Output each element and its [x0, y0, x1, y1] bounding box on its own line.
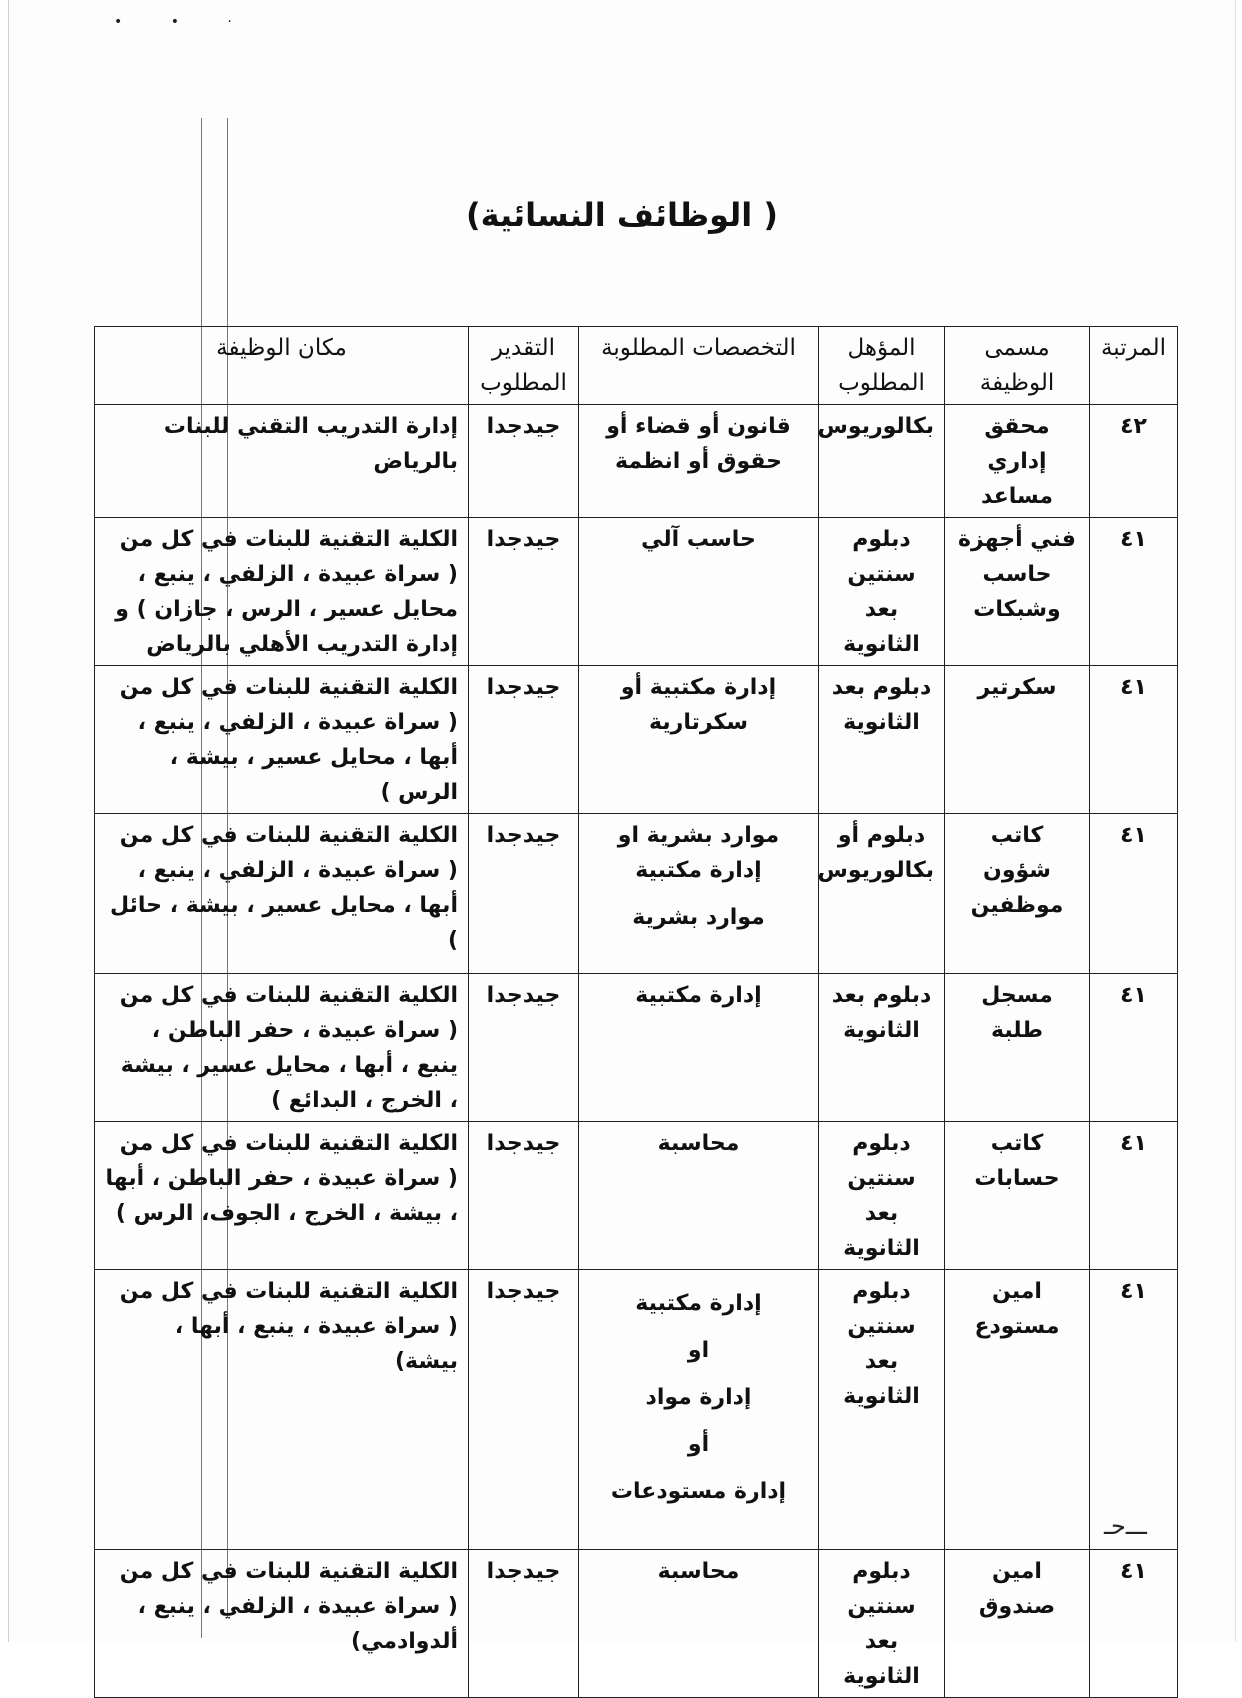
cell-rank: ٤١: [1090, 518, 1178, 666]
cell-title: سكرتير: [945, 666, 1090, 814]
document-page: [8, 0, 1236, 1689]
cell-rank: ٤١: [1090, 1122, 1178, 1270]
cell-specializations: [579, 1122, 819, 1270]
specialization: حاسب آلي: [641, 527, 756, 552]
table-row: [95, 405, 1178, 518]
cell-specializations: [579, 1270, 819, 1550]
cell-specializations: [579, 518, 819, 666]
cell-title: امين صندوق: [945, 1550, 1090, 1698]
cell-qualification: بكالوريوس: [819, 405, 945, 518]
header-location: مكان الوظيفة: [95, 327, 469, 405]
cell-title: امين مستودع: [945, 1270, 1090, 1550]
header-title: مسمى الوظيفة: [945, 327, 1090, 405]
table-row: [95, 974, 1178, 1122]
jobs-table: [94, 326, 1178, 1698]
cell-grade: جيدجدا: [469, 518, 579, 666]
cell-specializations: [579, 666, 819, 814]
specialization: إدارة مستودعات: [610, 1479, 787, 1504]
specialization: محاسبة: [657, 1559, 740, 1584]
cell-grade: جيدجدا: [469, 1270, 579, 1550]
header-rank: المرتبة: [1090, 327, 1178, 405]
cell-qualification: دبلوم سنتين بعد الثانوية: [819, 1550, 945, 1698]
specialization: إدارة مكتبية: [635, 983, 762, 1008]
cell-grade: جيدجدا: [469, 1550, 579, 1698]
cell-specializations: [579, 974, 819, 1122]
cell-grade: جيدجدا: [469, 405, 579, 518]
specialization: موارد بشرية: [632, 905, 765, 930]
header-grade: التقدير المطلوب: [469, 327, 579, 405]
specialization: إدارة مكتبية أو سكرتارية: [620, 675, 777, 735]
header-specializations: التخصصات المطلوبة: [579, 327, 819, 405]
cell-location: الكلية التقنية للبنات في كل من ( سراة عبيدة ، الزلفي ، ينبع ، أبها ، محايل عسير ، بيشة ، حائل ): [95, 814, 469, 974]
header-qualification: المؤهل المطلوب: [819, 327, 945, 405]
cell-qualification: دبلوم أو بكالوريوس: [819, 814, 945, 974]
cell-rank: ٤١: [1090, 974, 1178, 1122]
cell-qualification: دبلوم بعد الثانوية: [819, 666, 945, 814]
cell-location: الكلية التقنية للبنات في كل من ( سراة عبيدة ، الزلفي ، ينبع ، أبها ، محايل عسير ، بيشة ، الرس ): [95, 666, 469, 814]
cell-title: كاتب حسابات: [945, 1122, 1090, 1270]
table-row: [95, 518, 1178, 666]
cell-rank: ٤٢: [1090, 405, 1178, 518]
specialization-connector: أو: [687, 1432, 710, 1457]
specialization: إدارة مواد: [645, 1385, 752, 1410]
page-title: ( الوظائف النسائية): [466, 196, 778, 234]
cell-grade: جيدجدا: [469, 814, 579, 974]
cell-title: كاتب شؤون موظفين: [945, 814, 1090, 974]
specialization: إدارة مكتبية: [635, 1291, 762, 1316]
cell-location: الكلية التقنية للبنات في كل من ( سراة عبيدة ، ينبع ، أبها ، بيشة): [95, 1270, 469, 1550]
cell-location: إدارة التدريب التقني للبنات بالرياض: [95, 405, 469, 518]
cell-grade: جيدجدا: [469, 666, 579, 814]
specialization: محاسبة: [657, 1131, 740, 1156]
specialization: موارد بشرية او إدارة مكتبية: [617, 823, 780, 883]
table-row: [95, 814, 1178, 974]
cell-location: الكلية التقنية للبنات في كل من ( سراة عبيدة ، حفر الباطن ، أبها ، بيشة ، الخرج ، الجوف، الرس ): [95, 1122, 469, 1270]
table-header-row: [95, 327, 1178, 405]
cell-specializations: [579, 814, 819, 974]
cell-rank: ٤١: [1090, 1550, 1178, 1698]
cell-qualification: دبلوم بعد الثانوية: [819, 974, 945, 1122]
cell-title: فني أجهزة حاسب وشبكات: [945, 518, 1090, 666]
cell-title: مسجل طلبة: [945, 974, 1090, 1122]
table-row: [95, 1550, 1178, 1698]
cell-rank: ٤١: [1090, 1270, 1178, 1550]
cell-location: الكلية التقنية للبنات في كل من ( سراة عبيدة ، الزلفي ، ينبع ، محايل عسير ، الرس ، جازان ) و إدارة التدريب الأهلي بالرياض: [95, 518, 469, 666]
cell-qualification: دبلوم سنتين بعد الثانوية: [819, 518, 945, 666]
cell-location: الكلية التقنية للبنات في كل من ( سراة عبيدة ، الزلفي ، ينبع ، ألدوادمي): [95, 1550, 469, 1698]
table-row: [95, 1122, 1178, 1270]
cell-grade: جيدجدا: [469, 1122, 579, 1270]
cell-qualification: دبلوم سنتين بعد الثانوية: [819, 1122, 945, 1270]
cell-specializations: [579, 1550, 819, 1698]
cell-qualification: دبلوم سنتين بعد الثانوية: [819, 1270, 945, 1550]
cell-rank: ٤١: [1090, 666, 1178, 814]
cell-location: الكلية التقنية للبنات في كل من ( سراة عبيدة ، حفر الباطن ، ينبع ، أبها ، محايل عسير ، بيشة ، الخرج ، البدائع ): [95, 974, 469, 1122]
specialization-connector: او: [687, 1338, 710, 1363]
cell-title: محقق إداري مساعد: [945, 405, 1090, 518]
specialization: قانون أو قضاء أو حقوق أو انظمة: [606, 414, 791, 474]
table-row: [95, 666, 1178, 814]
handwritten-signature: ـــﺣـ: [1104, 1512, 1147, 1540]
scan-dots: • • ·: [114, 14, 254, 30]
cell-specializations: [579, 405, 819, 518]
cell-grade: جيدجدا: [469, 974, 579, 1122]
table-row: [95, 1270, 1178, 1550]
cell-rank: ٤١: [1090, 814, 1178, 974]
